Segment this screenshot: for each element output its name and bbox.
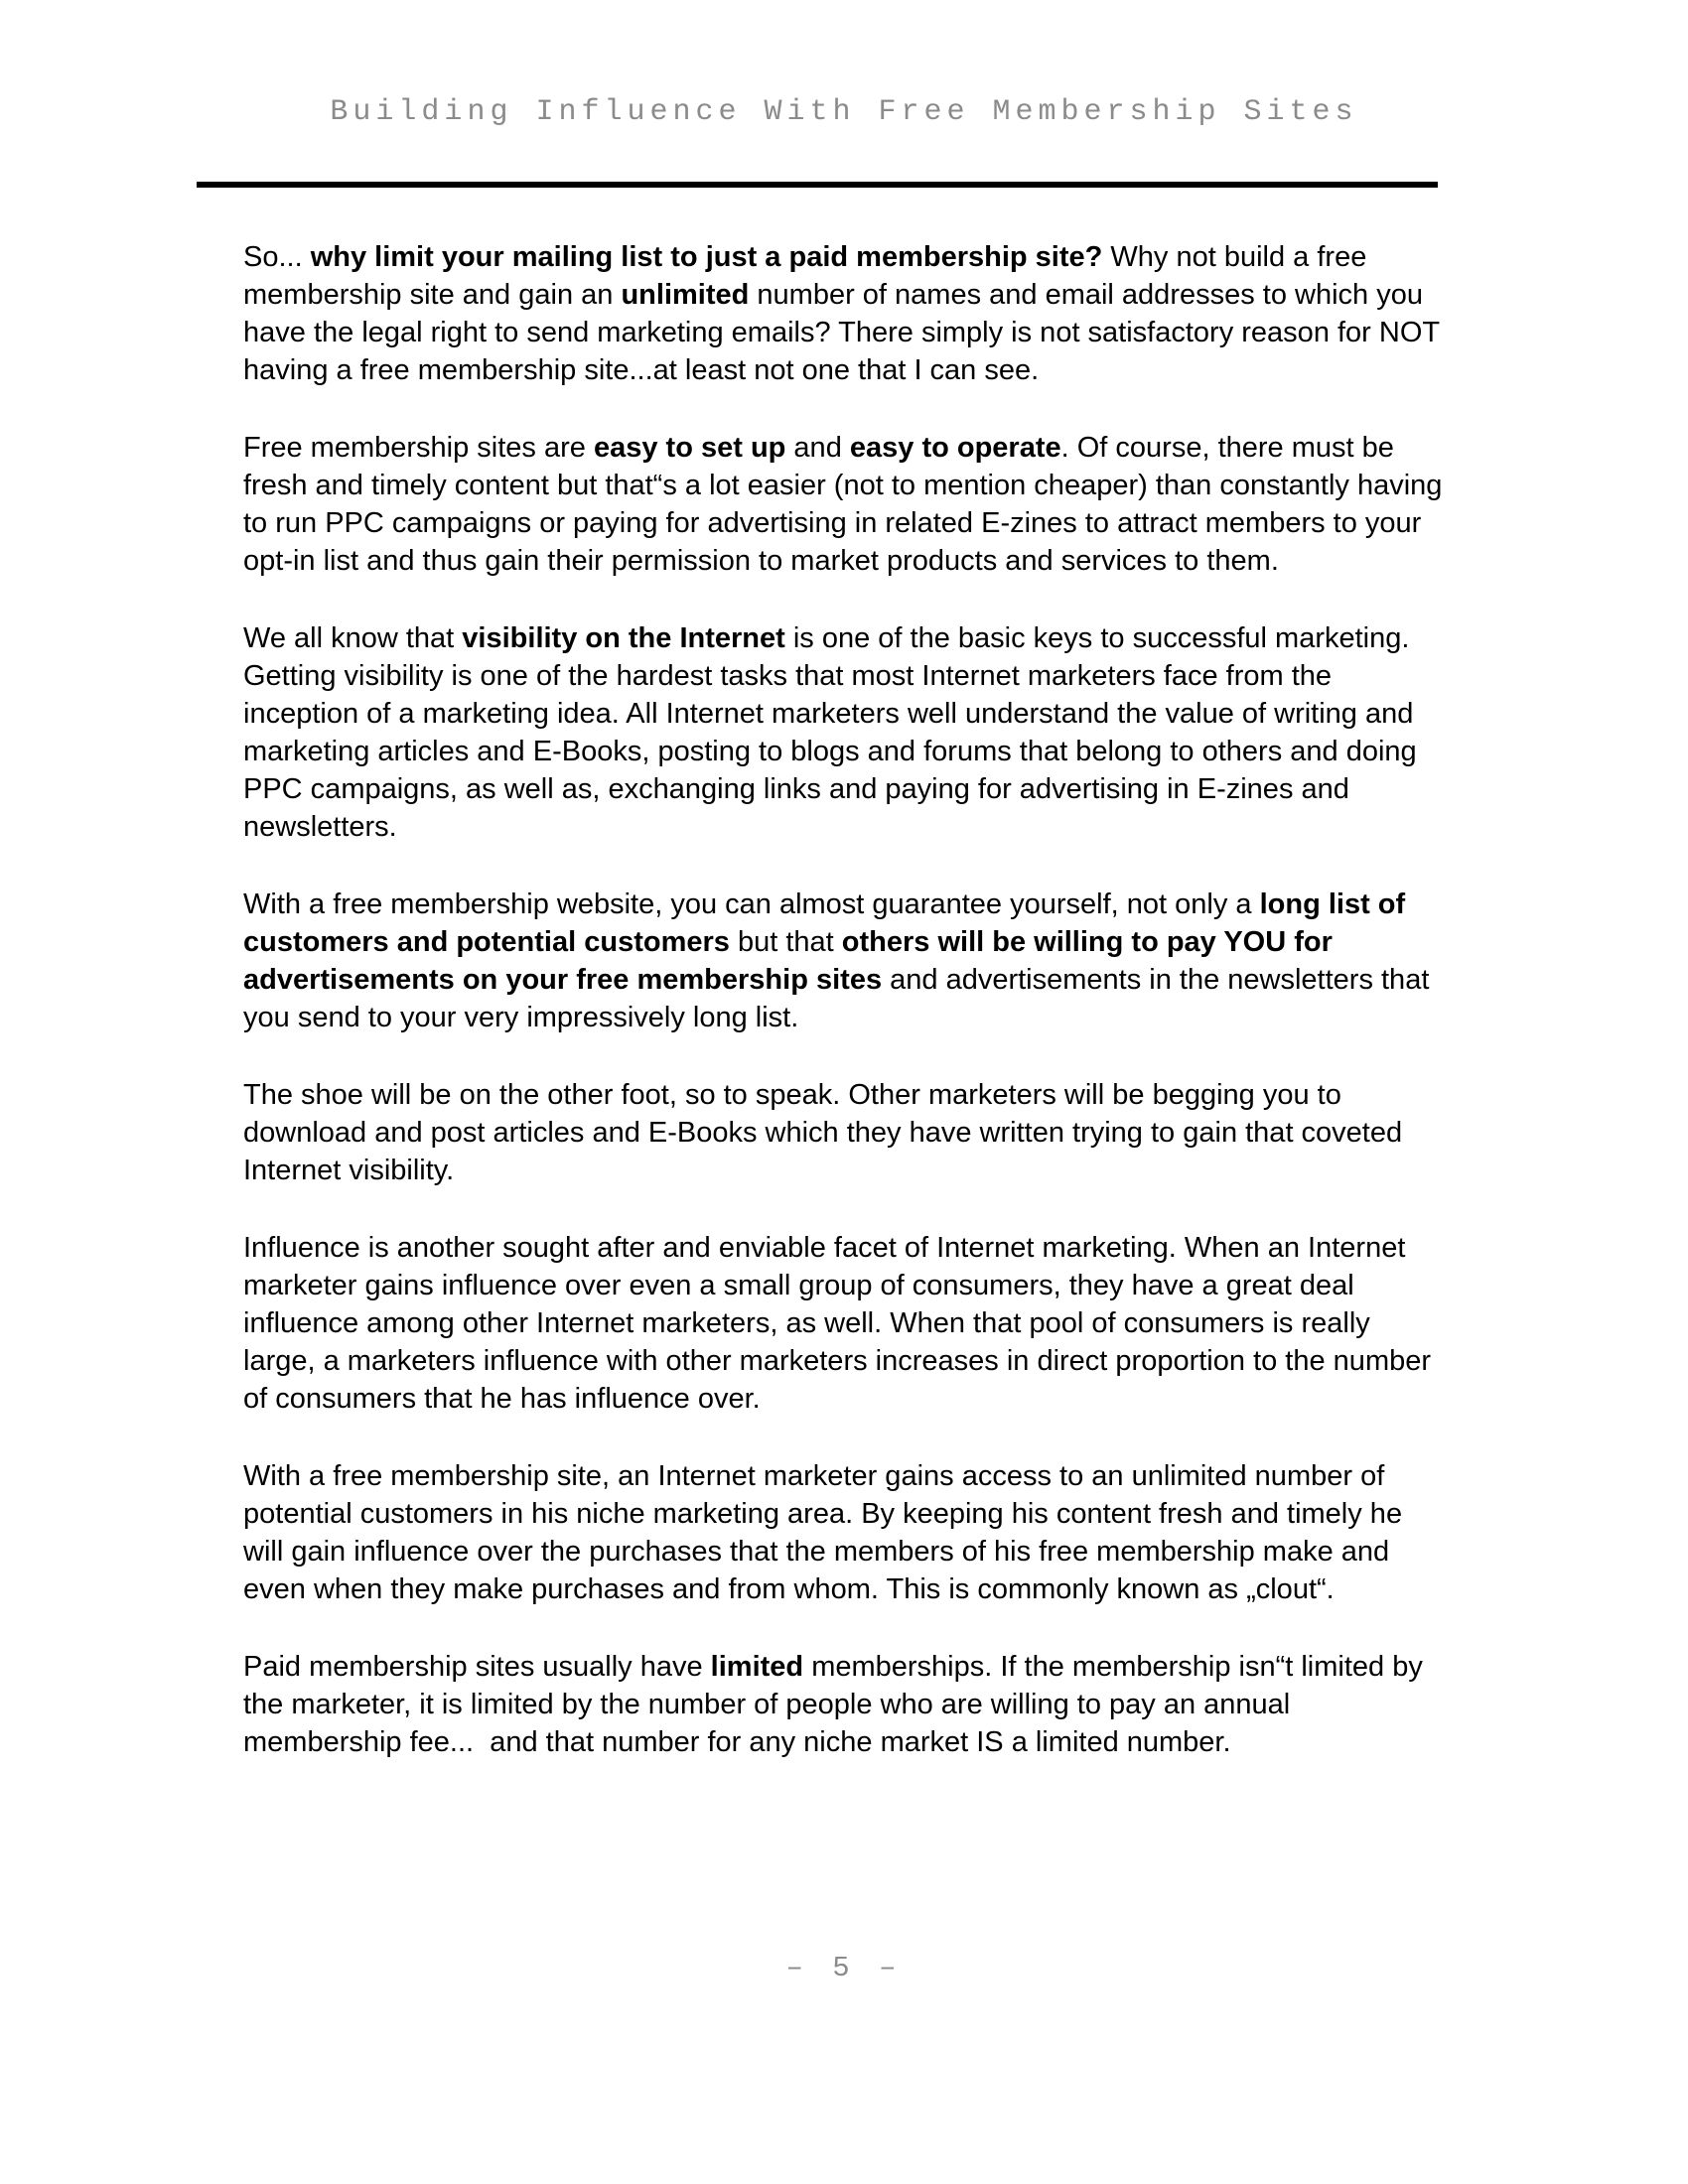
- header-divider: [197, 182, 1438, 188]
- paragraph: The shoe will be on the other foot, so to speak. Other marketers will be begging you to download and post articles and E-Books which they have written trying to gain that coveted Internet visibility.: [243, 1079, 1411, 1186]
- paragraph: With a free membership site, an Internet marketer gains access to an unlimited number of potential customers in his niche marketing area. By keeping his content fresh and timely he will gain influence over the purchases that the members of his free membership make and even when they make purchases and from whom. This is commonly known as „clout“.: [243, 1460, 1411, 1605]
- paragraph: Paid membership sites usually have limited memberships. If the membership isn“t limited by the marketer, it is limited by the number of people who are willing to pay an annual membership fee... and that number for any niche market IS a limited number.: [243, 1651, 1431, 1758]
- paragraph: Free membership sites are easy to set up and easy to operate. Of course, there must be fresh and timely content but that“s a lot easier (not to mention cheaper) than constantly having to run PPC campaigns or paying for advertising in related E-zines to attract members to your opt-in list and thus gain their permission to market products and services to them.: [243, 432, 1451, 577]
- document-body: [243, 238, 1450, 1801]
- paragraph: We all know that visibility on the Internet is one of the basic keys to successful marketing. Getting visibility is one of the hardest tasks that most Internet marketers face from the inception of a marketing idea. All Internet marketers well understand the value of writing and marketing articles and E-Books, posting to blogs and forums that belong to others and doing PPC campaigns, as well as, exchanging links and paying for advertising in E-zines and newsletters.: [243, 622, 1425, 843]
- page-header-title: Building Influence With Free Membership Sites: [330, 95, 1358, 129]
- paragraph: Influence is another sought after and enviable facet of Internet marketing. When an Internet marketer gains influence over even a small group of consumers, they have a great deal influence among other Internet marketers, as well. When that pool of consumers is really large, a marketers influence with other marketers increases in direct proportion to the number of consumers that he has influence over.: [243, 1232, 1440, 1415]
- page-number: – 5 –: [785, 1952, 903, 1984]
- paragraph: So... why limit your mailing list to just a paid membership site? Why not build a free membership site and gain an unlimited number of names and email addresses to which you have the legal right to send marketing emails? There simply is not satisfactory reason for NOT having a free membership site...at least not one that I can see.: [243, 241, 1448, 386]
- paragraph: With a free membership website, you can almost guarantee yourself, not only a long list of customers and potential customers but that others will be willing to pay YOU for advertisements on your free membership sites and advertisements in the newsletters that you send to your very impressively long list.: [243, 888, 1438, 1033]
